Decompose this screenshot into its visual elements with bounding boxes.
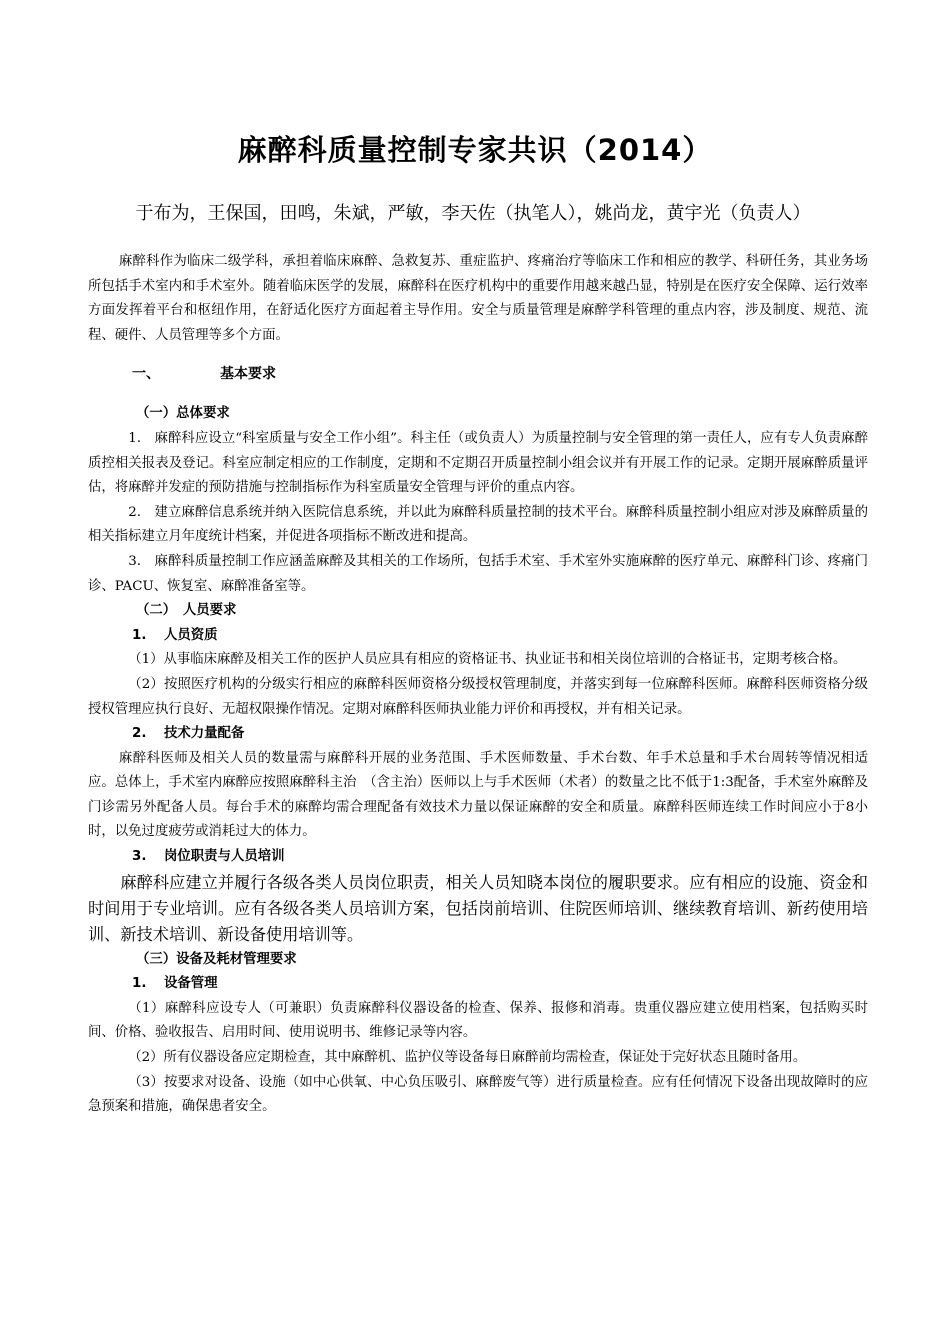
section-title: 基本要求	[220, 366, 276, 383]
subsection-heading-general: （一）总体要求	[136, 406, 230, 422]
item-title: 设备管理	[164, 976, 218, 992]
subsection-heading-equipment: （三）设备及耗材管理要求	[136, 951, 297, 967]
item-title: 技术力量配备	[164, 726, 245, 742]
list-item: （2）所有仪器设备应定期检查，其中麻醉机、监护仪等设备每日麻醉前均需检查，保证处于完好状态且随时备用。	[128, 1050, 807, 1066]
item-number: 3.	[132, 849, 147, 865]
intro-paragraph: 麻醉科作为临床二级学科，承担着临床麻醉、急救复苏、重症监护、疼痛治疗等临床工作和相应的教学、科研任务，其业务场所包括手术室内和手术室外。随着临床医学的发展，麻醉科在医疗机构中的重要作用越来越凸显，特别是在医疗安全保障、运行效率方面发挥着平台和枢纽作用，在舒适化医疗方面起着主导作用。安全与质量管理是麻醉学科管理的重点内容，涉及制度、规范、流程、硬件、人员管理等多个方面。	[88, 254, 868, 343]
staffing-paragraph: 麻醉科医师及相关人员的数量需与麻醉科开展的业务范围、手术医师数量、手术台数、年手术总量和手术台周转等情况相适应。总体上，手术室内麻醉应按照麻醉科主治 （含主治）医师以上与手术医师（术者）的数量之比不低于1:3配备，手术室外麻醉及门诊需另外配备人员。每台手术的麻醉均需合理配备有效技术力量以保证麻醉的安全和质量。麻醉科医师连续工作时间应小于8小时，以免过度疲劳或消耗过大的体力。	[88, 750, 868, 840]
item-number: 2.	[132, 726, 147, 742]
item-number: 1.	[132, 627, 147, 643]
list-item: 3. 麻醉科质量控制工作应涵盖麻醉及其相关的工作场所，包括手术室、手术室外实施麻醉的医疗单元、麻醉科门诊、疼痛门诊、PACU、恢复室、麻醉准备室等。	[88, 553, 868, 594]
item-title: 岗位职责与人员培训	[164, 849, 285, 865]
list-item: 2. 建立麻醉信息系统并纳入医院信息系统，并以此为麻醉科质量控制的技术平台。麻醉科质量控制小组应对涉及麻醉质量的相关指标建立月年度统计档案，并促进各项指标不断改进和提高。	[88, 504, 868, 545]
subsection-heading-personnel: （二） 人员要求	[136, 603, 237, 619]
section-number: 一、	[132, 366, 160, 383]
list-item: （3）按要求对设备、设施（如中心供氧、中心负压吸引、麻醉废气等）进行质量检查。应有任何情况下设备出现故障时的应急预案和措施，确保患者安全。	[88, 1074, 868, 1115]
item-number: 1.	[132, 976, 147, 992]
list-item: （1）麻醉科应设专人（可兼职）负责麻醉科仪器设备的检查、保养、报修和消毒。贵重仪器应建立使用档案，包括购买时间、价格、验收报告、启用时间、使用说明书、维修记录等内容。	[88, 1000, 868, 1041]
list-item: （1）从事临床麻醉及相关工作的医护人员应具有相应的资格证书、执业证书和相关岗位培训的合格证书，定期考核合格。	[128, 652, 847, 668]
document-body	[88, 250, 868, 1120]
item-heading-equipment-management	[88, 972, 868, 997]
item-heading-training	[88, 845, 868, 870]
list-item: （2）按照医疗机构的分级实行相应的麻醉科医师资格分级授权管理制度，并落实到每一位麻醉科医师。麻醉科医师资格分级授权管理应执行良好、无超权限操作情况。定期对麻醉科医师执业能力评价和再授权，并有相关记录。	[88, 676, 868, 717]
item-heading-qualification	[88, 624, 868, 649]
training-paragraph: 麻醉科应建立并履行各级各类人员岗位职责，相关人员知晓本岗位的履职要求。应有相应的设施、资金和时间用于专业培训。应有各级各类人员培训方案，包括岗前培训、住院医师培训、继续教育培训、新药使用培训、新技术培训、新设备使用培训等。	[88, 872, 868, 944]
item-heading-staffing	[88, 722, 868, 747]
list-item: 1. 麻醉科应设立“科室质量与安全工作小组”。科主任（或负责人）为质量控制与安全管理的第一责任人，应有专人负责麻醉质控相关报表及登记。科室应制定相应的工作制度，定期和不定期召开质量控制小组会议并有开展工作的记录。定期开展麻醉质量评估，将麻醉并发症的预防措施与控制指标作为科室质量安全管理与评价的重点内容。	[88, 430, 868, 496]
author-list: 于布为，王保国，田鸣，朱斌，严敏，李天佐（执笔人），姚尚龙，黄宇光（负责人）	[135, 203, 811, 224]
section-heading	[88, 362, 868, 386]
document-title: 麻醉科质量控制专家共识（2014）	[237, 133, 713, 167]
item-title: 人员资质	[164, 627, 218, 643]
